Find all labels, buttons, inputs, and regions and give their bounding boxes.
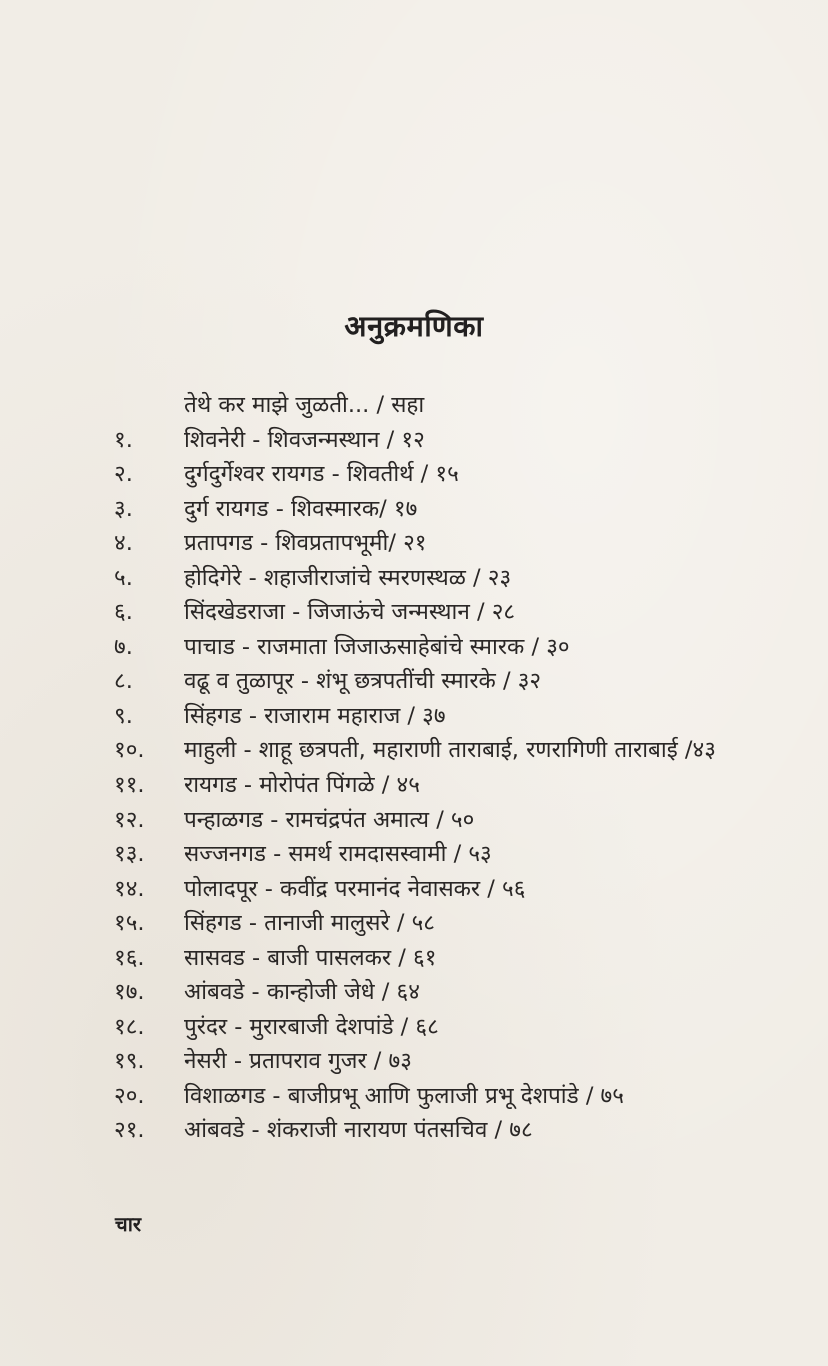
toc-entry-text: तेथे कर माझे जुळती... / सहा [184, 392, 425, 418]
toc-entry-number: २०. [114, 1082, 145, 1109]
page-number: चार [115, 1212, 142, 1236]
toc-entry-number: १०. [114, 737, 145, 764]
toc-entry-number: ४. [114, 530, 133, 557]
toc-entry [0, 630, 828, 665]
toc-entry [0, 423, 828, 458]
toc-entry-number: १७. [114, 979, 145, 1006]
toc-entry [0, 457, 828, 492]
toc-entry-text: पाचाड - राजमाता जिजाऊसाहेबांचे स्मारक / ३० [184, 633, 570, 660]
toc-entry-number: ५. [114, 564, 133, 591]
toc-entry-number: १२. [114, 806, 145, 833]
toc-entry-text: आंबवडे - शंकराजी नारायण पंतसचिव / ७८ [184, 1117, 533, 1144]
toc-entry [0, 1044, 828, 1079]
toc-entry [0, 872, 828, 907]
toc-entry [0, 595, 828, 630]
toc-entry [0, 975, 828, 1010]
toc-entry [0, 699, 828, 734]
toc-entry-number: ११. [114, 772, 145, 799]
toc-entry-number: ३. [114, 495, 133, 522]
toc-entry-text: दुर्ग रायगड - शिवस्मारक/ १७ [184, 495, 418, 522]
toc-entry [0, 388, 828, 423]
toc-entry-text: प्रतापगड - शिवप्रतापभूमी/ २१ [184, 530, 427, 557]
toc-entry-text: होदिगेरे - शहाजीराजांचे स्मरणस्थळ / २३ [184, 564, 512, 591]
toc-entry [0, 492, 828, 527]
toc-entry [0, 1079, 828, 1114]
toc-entry-number: ७. [114, 633, 133, 660]
toc-entry-text: नेसरी - प्रतापराव गुजर / ७३ [184, 1048, 412, 1075]
toc-entry [0, 664, 828, 699]
toc-entry-number: २. [114, 461, 133, 488]
toc-entry-number: ६. [114, 599, 133, 626]
toc-entry [0, 526, 828, 561]
toc-entry-number: २१. [114, 1117, 145, 1144]
toc-entry [0, 803, 828, 838]
toc-entry-number: १३. [114, 841, 145, 868]
toc-entry-text: शिवनेरी - शिवजन्मस्थान / १२ [184, 426, 425, 453]
toc-entry-text: विशाळगड - बाजीप्रभू आणि फुलाजी प्रभू देशपांडे / ७५ [184, 1082, 624, 1109]
toc-entry [0, 768, 828, 803]
toc-entry-text: सज्जनगड - समर्थ रामदासस्वामी / ५३ [184, 841, 492, 868]
toc-entry-number: १९. [114, 1048, 145, 1075]
toc-entry-text: माहुली - शाहू छत्रपती, महाराणी ताराबाई, रणरागिणी ताराबाई /४३ [184, 737, 716, 764]
toc-entry [0, 561, 828, 596]
toc-entry [0, 1010, 828, 1045]
page-title: अनुक्रमणिका [344, 309, 484, 343]
toc-entry [0, 941, 828, 976]
toc-entry-number: ८. [114, 668, 133, 695]
toc-entry-text: दुर्गदुर्गेश्वर रायगड - शिवतीर्थ / १५ [184, 461, 459, 488]
toc-entry-text: पन्हाळगड - रामचंद्रपंत अमात्य / ५० [184, 806, 475, 833]
toc-entry-number: ९. [114, 702, 133, 729]
toc-entry-text: पोलादपूर - कवींद्र परमानंद नेवासकर / ५६ [184, 875, 526, 902]
table-of-contents [0, 388, 828, 1148]
toc-entry-number: १. [114, 426, 133, 453]
toc-entry-number: १४. [114, 875, 145, 902]
toc-entry-text: सिंहगड - तानाजी मालुसरे / ५८ [184, 910, 435, 937]
toc-entry-text: आंबवडे - कान्होजी जेधे / ६४ [184, 979, 420, 1006]
toc-entry-text: सिंहगड - राजाराम महाराज / ३७ [184, 702, 446, 729]
toc-entry [0, 837, 828, 872]
toc-entry-text: रायगड - मोरोपंत पिंगळे / ४५ [184, 772, 420, 799]
toc-entry [0, 733, 828, 768]
toc-entry-number: १५. [114, 910, 145, 937]
toc-entry-text: पुरंदर - मुरारबाजी देशपांडे / ६८ [184, 1013, 439, 1040]
toc-entry [0, 1113, 828, 1148]
toc-entry-number: १६. [114, 944, 145, 971]
toc-entry-number: १८. [114, 1013, 145, 1040]
toc-entry-text: सासवड - बाजी पासलकर / ६१ [184, 944, 437, 971]
toc-entry-text: सिंदखेडराजा - जिजाऊंचे जन्मस्थान / २८ [184, 599, 516, 626]
toc-entry [0, 906, 828, 941]
toc-entry-text: वढू व तुळापूर - शंभू छत्रपतींची स्मारके / ३२ [184, 668, 542, 695]
